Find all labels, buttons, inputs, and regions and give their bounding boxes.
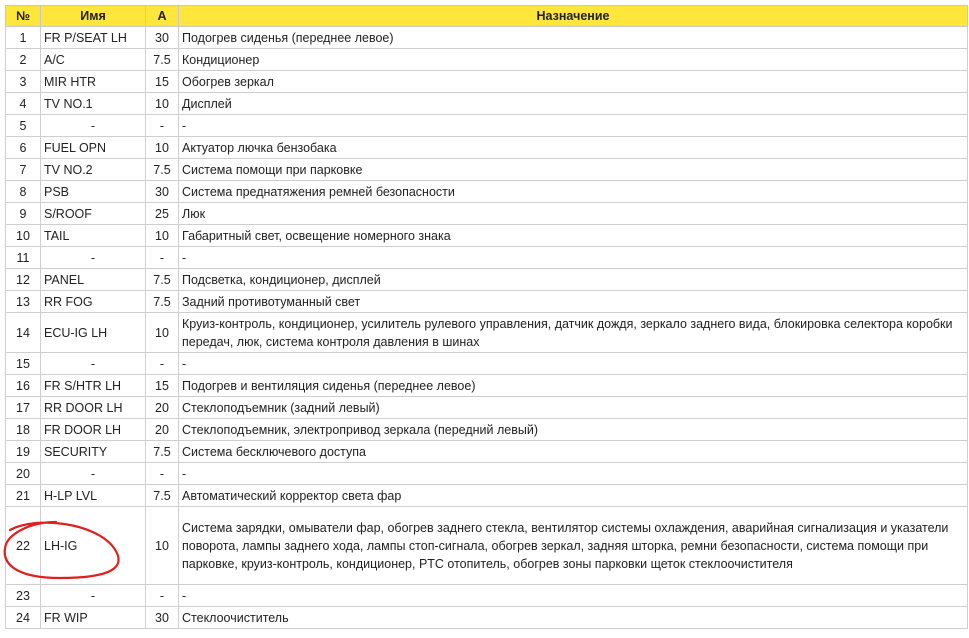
fuse-purpose: Система помощи при парковке	[179, 159, 968, 181]
table-row	[6, 463, 968, 485]
fuse-name: SECURITY	[41, 441, 146, 463]
header-number: №	[6, 6, 41, 27]
fuse-purpose: Люк	[179, 203, 968, 225]
fuse-purpose: Система зарядки, омыватели фар, обогрев заднего стекла, вентилятор системы охлаждения, аварийная сигнализация и указатели поворота, лампы заднего хода, лампы стоп-сигнала, обогрев зеркал, задняя шторка, ремни безопасности, система помощи при парковке, круиз-контроль, кондиционер, PTC отопитель, обогрев зоны парковки щеток стеклоочистителя	[179, 507, 968, 585]
fuse-purpose: Система преднатяжения ремней безопасности	[179, 181, 968, 203]
fuse-name: PANEL	[41, 269, 146, 291]
table-row	[6, 375, 968, 397]
fuse-name: TAIL	[41, 225, 146, 247]
fuse-name: FR P/SEAT LH	[41, 27, 146, 49]
row-number: 23	[6, 585, 41, 607]
fuse-amperage: 20	[146, 419, 179, 441]
fuse-amperage: 20	[146, 397, 179, 419]
fuse-amperage: 7.5	[146, 441, 179, 463]
table-row	[6, 181, 968, 203]
table-row	[6, 225, 968, 247]
row-number: 1	[6, 27, 41, 49]
row-number: 4	[6, 93, 41, 115]
fuse-name: -	[41, 585, 146, 607]
row-number: 14	[6, 313, 41, 353]
row-number: 13	[6, 291, 41, 313]
fuse-name: FR S/HTR LH	[41, 375, 146, 397]
fuse-name: TV NO.2	[41, 159, 146, 181]
fuse-purpose: Обогрев зеркал	[179, 71, 968, 93]
table-row	[6, 585, 968, 607]
fuse-amperage: 10	[146, 313, 179, 353]
fuse-name: MIR HTR	[41, 71, 146, 93]
table-row	[6, 269, 968, 291]
fuse-name: RR FOG	[41, 291, 146, 313]
fuse-amperage: 7.5	[146, 49, 179, 71]
fuse-amperage: 7.5	[146, 269, 179, 291]
fuse-name: -	[41, 353, 146, 375]
fuse-purpose: Стеклоочиститель	[179, 607, 968, 629]
table-row	[6, 419, 968, 441]
row-number: 19	[6, 441, 41, 463]
table-row	[6, 441, 968, 463]
fuse-amperage: 30	[146, 607, 179, 629]
fuse-amperage: 7.5	[146, 485, 179, 507]
fuse-purpose: Подогрев сиденья (переднее левое)	[179, 27, 968, 49]
table-row	[6, 137, 968, 159]
fuse-purpose: -	[179, 585, 968, 607]
fuse-purpose: Стеклоподъемник (задний левый)	[179, 397, 968, 419]
fuse-name: H-LP LVL	[41, 485, 146, 507]
table-row	[6, 159, 968, 181]
fuse-name: LH-IG	[41, 507, 146, 585]
fuse-name: ECU-IG LH	[41, 313, 146, 353]
fuse-amperage: 10	[146, 137, 179, 159]
row-number: 7	[6, 159, 41, 181]
fuse-purpose: Кондиционер	[179, 49, 968, 71]
row-number: 22	[6, 507, 41, 585]
row-number: 5	[6, 115, 41, 137]
fuse-purpose: -	[179, 247, 968, 269]
fuse-amperage: -	[146, 353, 179, 375]
fuse-amperage: 10	[146, 93, 179, 115]
fuse-purpose: Стеклоподъемник, электропривод зеркала (передний левый)	[179, 419, 968, 441]
fuse-name: S/ROOF	[41, 203, 146, 225]
fuse-name: -	[41, 247, 146, 269]
fuse-amperage: 15	[146, 71, 179, 93]
table-row	[6, 485, 968, 507]
table-body	[6, 27, 968, 629]
fuse-name: FR WIP	[41, 607, 146, 629]
fuse-amperage: 25	[146, 203, 179, 225]
table-row	[6, 313, 968, 353]
row-number: 9	[6, 203, 41, 225]
fuse-amperage: 30	[146, 27, 179, 49]
fuse-purpose: Актуатор лючка бензобака	[179, 137, 968, 159]
fuse-amperage: 10	[146, 507, 179, 585]
row-number: 20	[6, 463, 41, 485]
fuse-amperage: -	[146, 463, 179, 485]
fuse-name: TV NO.1	[41, 93, 146, 115]
fuse-name: RR DOOR LH	[41, 397, 146, 419]
fuse-purpose: -	[179, 463, 968, 485]
row-number: 3	[6, 71, 41, 93]
fuse-purpose: Дисплей	[179, 93, 968, 115]
row-number: 6	[6, 137, 41, 159]
table-row	[6, 49, 968, 71]
fuse-name: -	[41, 115, 146, 137]
fuse-name: FR DOOR LH	[41, 419, 146, 441]
table-row	[6, 203, 968, 225]
table-header-row	[6, 6, 968, 27]
fuse-purpose: Круиз-контроль, кондиционер, усилитель рулевого управления, датчик дождя, зеркало заднего вида, блокировка селектора коробки передач, люк, система контроля давления в шинах	[179, 313, 968, 353]
row-number: 10	[6, 225, 41, 247]
table-row	[6, 507, 968, 585]
fuse-name: PSB	[41, 181, 146, 203]
table-row	[6, 397, 968, 419]
fuse-amperage: 10	[146, 225, 179, 247]
header-name: Имя	[41, 6, 146, 27]
fuse-purpose: Подогрев и вентиляция сиденья (переднее левое)	[179, 375, 968, 397]
fuse-name: A/C	[41, 49, 146, 71]
table-row	[6, 115, 968, 137]
fuse-amperage: 7.5	[146, 291, 179, 313]
fuse-purpose: Система бесключевого доступа	[179, 441, 968, 463]
fuse-amperage: -	[146, 585, 179, 607]
row-number: 2	[6, 49, 41, 71]
header-amperage: А	[146, 6, 179, 27]
fuse-purpose: -	[179, 353, 968, 375]
row-number: 11	[6, 247, 41, 269]
table-row	[6, 353, 968, 375]
fuse-table-container	[5, 5, 968, 629]
fuse-amperage: 15	[146, 375, 179, 397]
fuse-name: FUEL OPN	[41, 137, 146, 159]
row-number: 12	[6, 269, 41, 291]
table-row	[6, 71, 968, 93]
fuse-amperage: -	[146, 247, 179, 269]
fuse-name: -	[41, 463, 146, 485]
fuse-purpose: Автоматический корректор света фар	[179, 485, 968, 507]
fuse-amperage: -	[146, 115, 179, 137]
row-number: 8	[6, 181, 41, 203]
header-purpose: Назначение	[179, 6, 968, 27]
fuse-purpose: Подсветка, кондиционер, дисплей	[179, 269, 968, 291]
row-number: 24	[6, 607, 41, 629]
fuse-amperage: 7.5	[146, 159, 179, 181]
table-row	[6, 291, 968, 313]
table-row	[6, 607, 968, 629]
fuse-purpose: -	[179, 115, 968, 137]
fuse-purpose: Задний противотуманный свет	[179, 291, 968, 313]
fuse-purpose: Габаритный свет, освещение номерного знака	[179, 225, 968, 247]
row-number: 18	[6, 419, 41, 441]
fuse-amperage: 30	[146, 181, 179, 203]
row-number: 17	[6, 397, 41, 419]
table-row	[6, 93, 968, 115]
row-number: 16	[6, 375, 41, 397]
fuse-table	[5, 5, 968, 629]
table-row	[6, 27, 968, 49]
table-row	[6, 247, 968, 269]
row-number: 21	[6, 485, 41, 507]
row-number: 15	[6, 353, 41, 375]
